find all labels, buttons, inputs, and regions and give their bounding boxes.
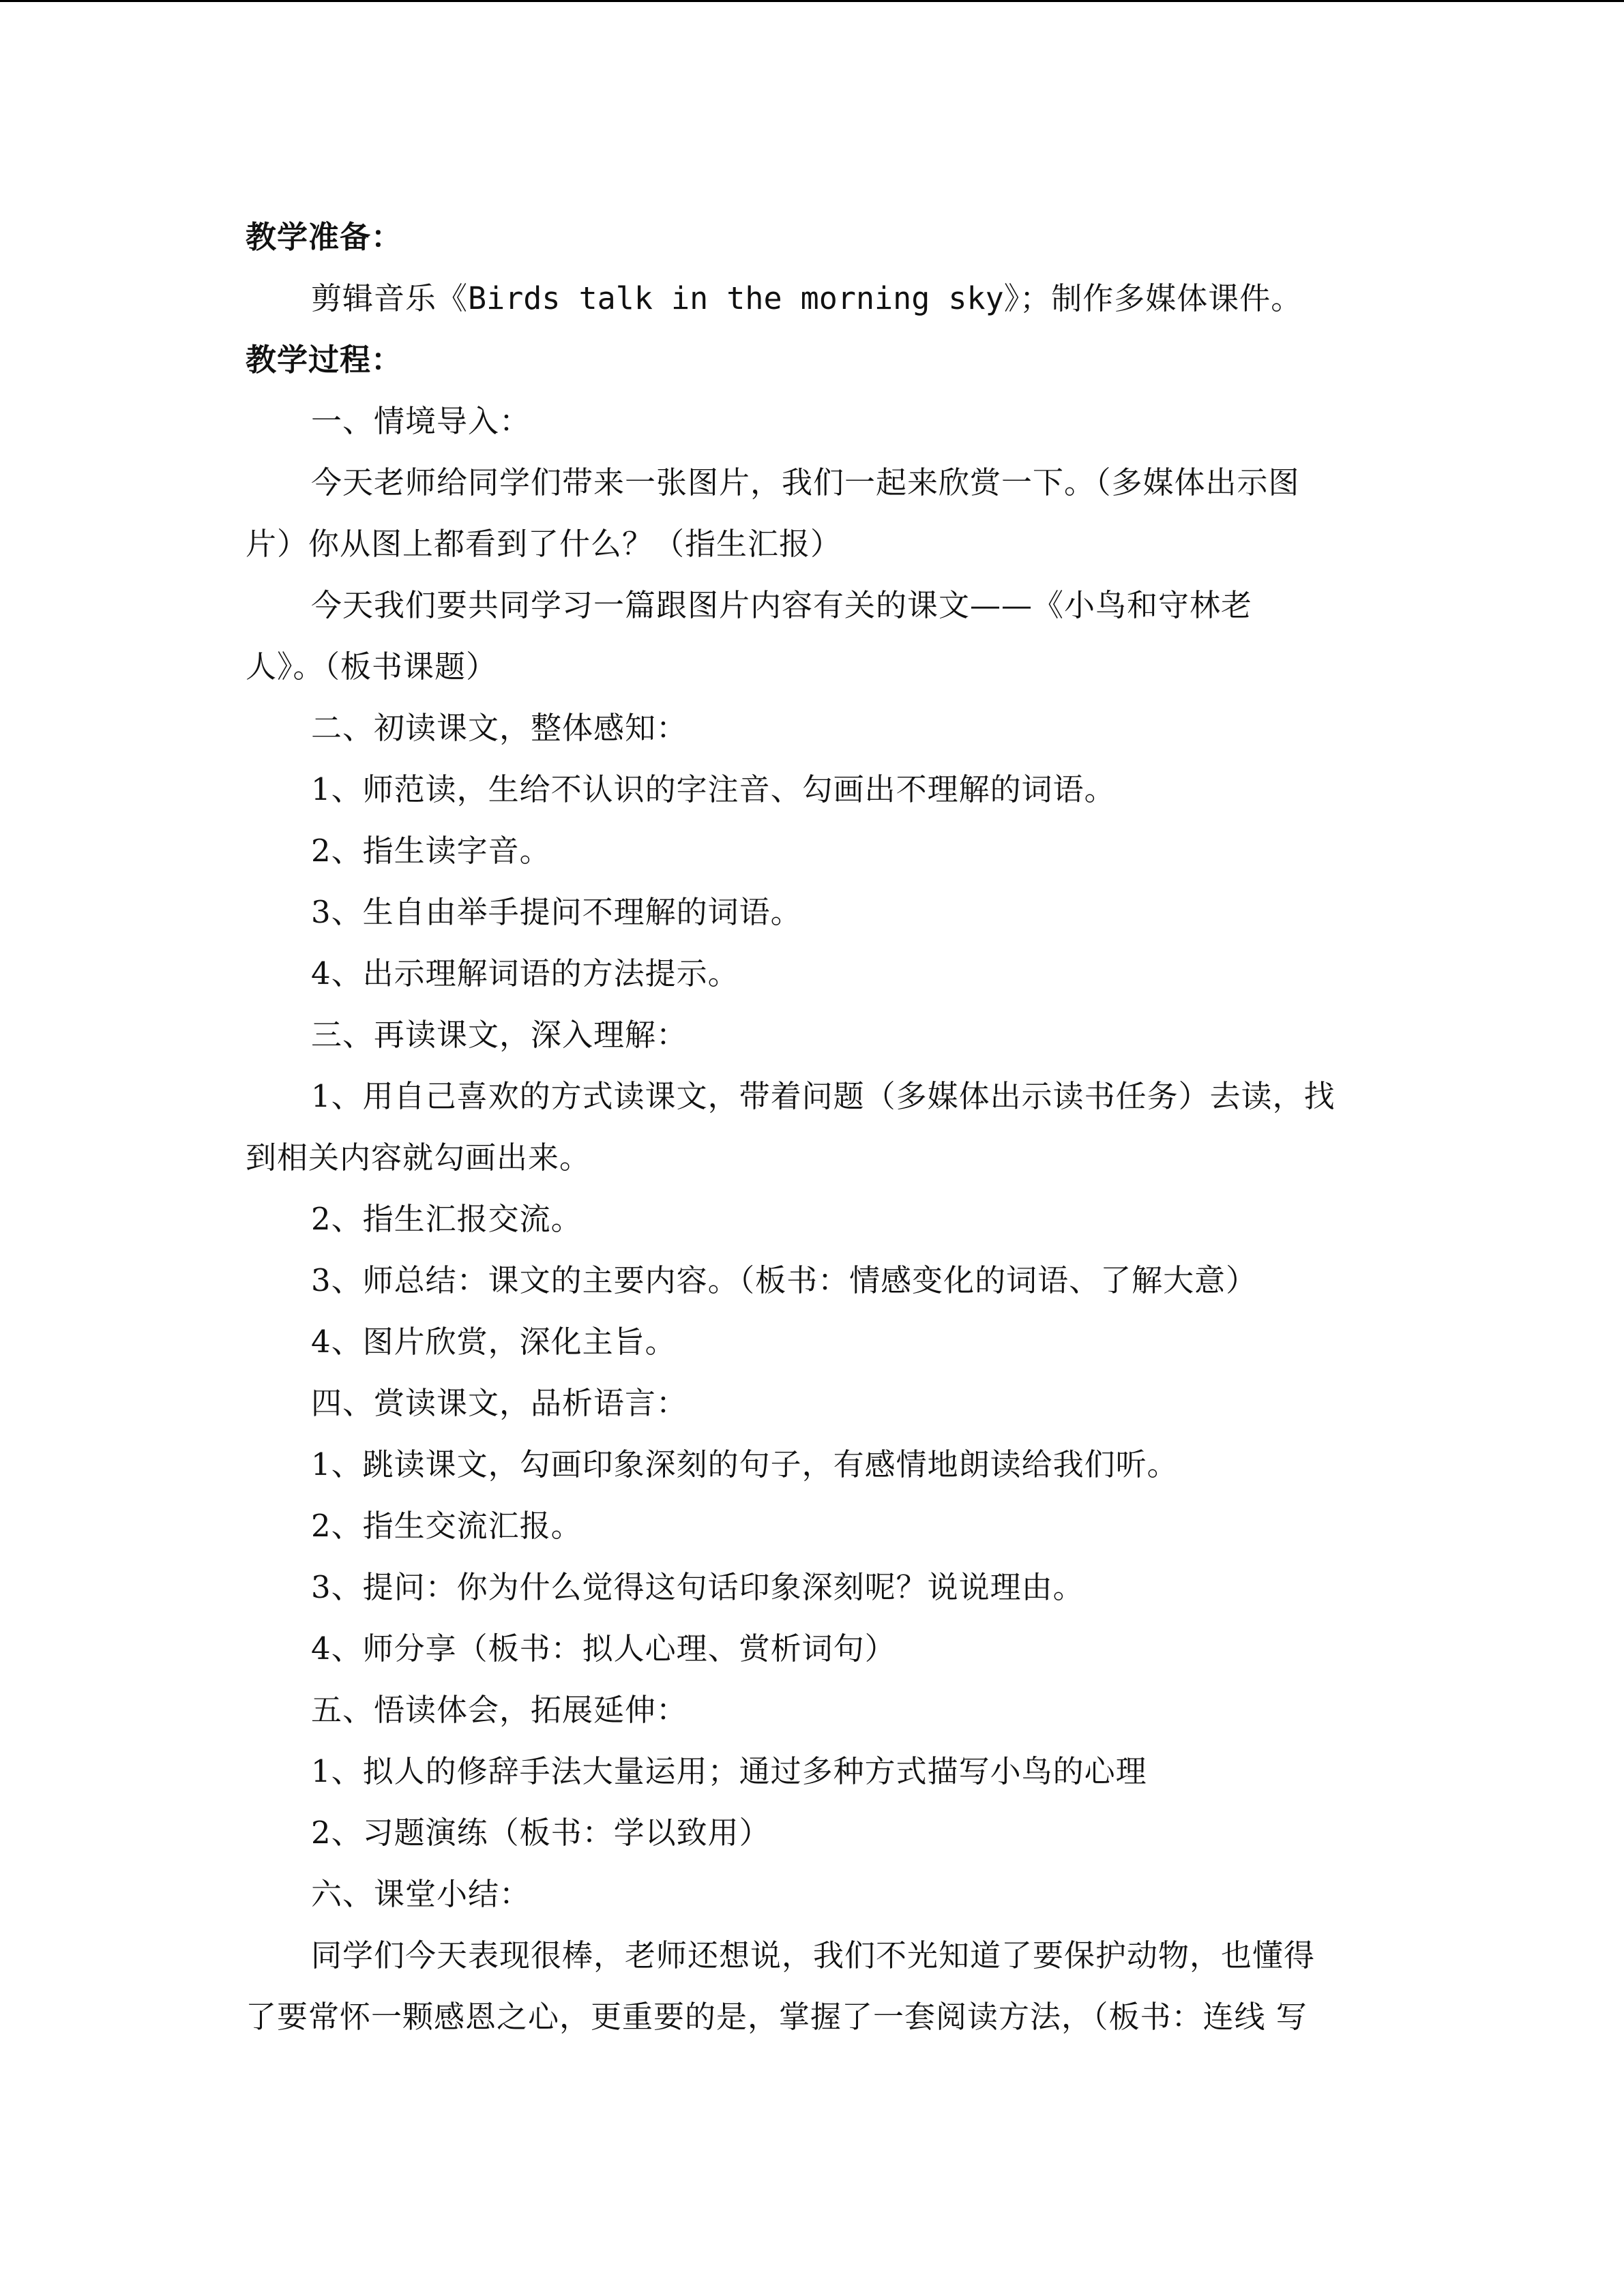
- list-item: 2、指生读字音。: [311, 833, 551, 869]
- paragraph-line: 片）你从图上都看到了什么？（指生汇报）: [246, 526, 842, 562]
- subheading-second-reading: 三、再读课文，深入理解：: [311, 1017, 688, 1053]
- list-item: 3、师总结：课文的主要内容。（板书：情感变化的词语、了解大意）: [311, 1262, 1258, 1298]
- subheading-first-reading: 二、初读课文，整体感知：: [311, 710, 688, 746]
- subheading-appreciation: 四、赏读课文，品析语言：: [311, 1385, 688, 1421]
- list-item-continuation: 到相关内容就勾画出来。: [246, 1139, 591, 1176]
- document-body: [246, 207, 1378, 2048]
- list-item: 1、师范读，生给不认识的字注音、勾画出不理解的词语。: [311, 771, 1116, 807]
- subheading-summary: 六、课堂小结：: [311, 1876, 531, 1912]
- list-item: 2、指生汇报交流。: [311, 1201, 582, 1237]
- prep-text-before: 剪辑音乐《: [311, 280, 469, 316]
- list-item: 3、提问：你为什么觉得这句话印象深刻呢？说说理由。: [311, 1569, 1084, 1605]
- list-item: 4、图片欣赏，深化主旨。: [311, 1324, 677, 1360]
- list-item: 1、用自己喜欢的方式读课文，带着问题（多媒体出示读书任务）去读，找: [311, 1078, 1335, 1114]
- subheading-intro: 一、情境导入：: [311, 403, 531, 439]
- prep-text-after: 》；制作多媒体课件。: [1003, 280, 1303, 316]
- preparation-text: [246, 268, 1378, 329]
- paragraph-line: 今天老师给同学们带来一张图片，我们一起来欣赏一下。（多媒体出示图: [311, 464, 1300, 501]
- paragraph-line: 人》。（板书课题）: [246, 648, 498, 685]
- list-item: 1、拟人的修辞手法大量运用；通过多种方式描写小鸟的心理: [311, 1753, 1147, 1789]
- paragraph-line: 同学们今天表现很棒，老师还想说，我们不光知道了要保护动物，也懂得: [311, 1937, 1316, 1973]
- list-item: 2、习题演练（板书：学以致用）: [311, 1815, 771, 1851]
- list-item: 4、出示理解词语的方法提示。: [311, 955, 739, 992]
- section-heading-preparation: 教学准备：: [246, 219, 403, 255]
- paragraph-line: 了要常怀一颗感恩之心，更重要的是，掌握了一套阅读方法，（板书：连线 写: [246, 1999, 1308, 2035]
- section-heading-process: 教学过程：: [246, 342, 403, 378]
- paragraph-line: 今天我们要共同学习一篇跟图片内容有关的课文——《小鸟和守林老: [311, 587, 1253, 623]
- list-item: 2、指生交流汇报。: [311, 1508, 582, 1544]
- music-title: Birds talk in the morning sky: [468, 280, 1004, 316]
- list-item: 3、生自由举手提问不理解的词语。: [311, 894, 802, 930]
- list-item: 1、跳读课文，勾画印象深刻的句子，有感情地朗读给我们听。: [311, 1446, 1179, 1482]
- subheading-extension: 五、悟读体会，拓展延伸：: [311, 1692, 688, 1728]
- list-item: 4、师分享（板书：拟人心理、赏析词句）: [311, 1630, 896, 1667]
